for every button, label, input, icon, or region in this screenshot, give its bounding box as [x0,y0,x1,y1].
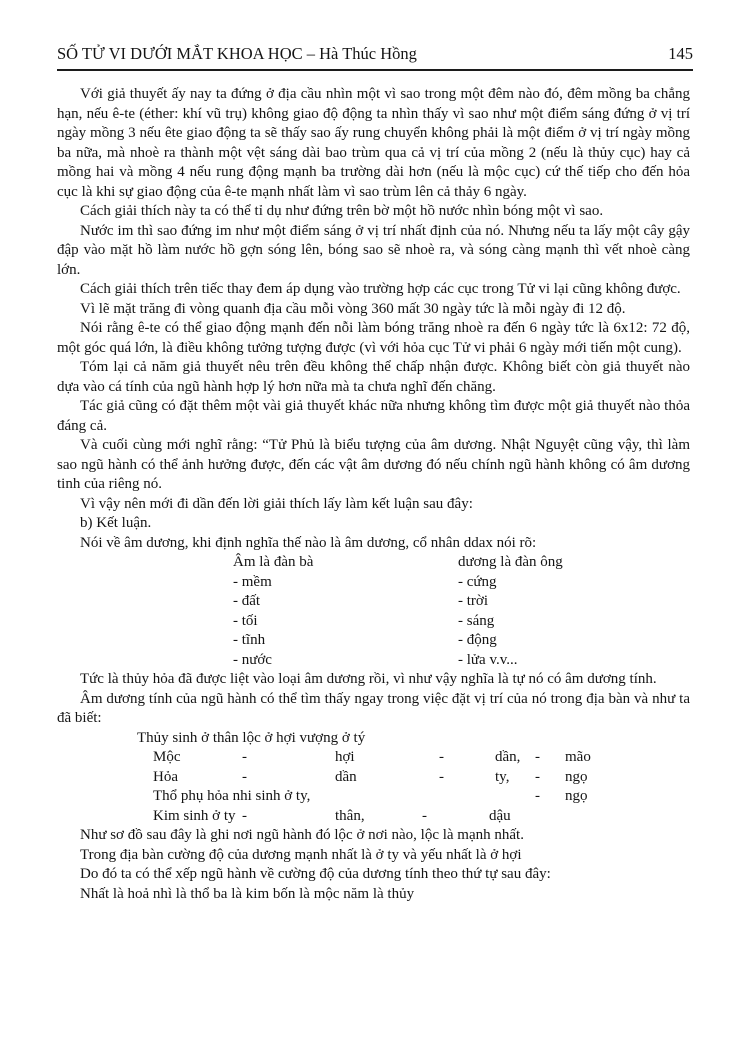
paragraph: Nói về âm dương, khi định nghĩa thế nào là âm dương, cổ nhân ddax nói rõ: [80,534,537,551]
paragraph: Tác giả cũng có đặt thêm một vài giả thuyết khác nữa nhưng không tìm được một giả thuyết nào thỏa đáng cả. [57,398,690,434]
table-cell: - [535,768,540,785]
table-cell: mão [565,749,591,765]
list-item: - trời [458,593,489,609]
list-item: - cứng [458,573,497,590]
list-item: - tối [233,612,258,629]
paragraph: Nước im thì sao đứng im như một điểm sáng ở vị trí nhất định của nó. Nhưng nếu ta lấy một cây gậy đập vào mặt hồ làm nước hồ gợn sóng lên, bóng sao sẽ nhoè ra, và sóng càng mạnh thì vết nhoè càng lớn. [57,222,690,278]
paragraph: Tóm lại cả năm giả thuyết nêu trên đều không thể chấp nhận được. Không biết còn giả thuyết nào dựa vào cá tính của ngũ hành hợp lý hơn nữa mà ta chưa nghĩ đến chăng. [57,359,690,395]
list-item: - nước [233,651,272,668]
paragraph: Với giả thuyết ấy nay ta đứng ở địa cầu nhìn một vì sao trong một đêm nào đó, đêm mồng ba chẳng hạn, nếu ê-te (éther: khí vũ trụ) không giao độ động ta nhìn thấy vì sao như một điểm sáng đứng ở vị trí ngày mồng 3 nếu ête giao động ta sẽ thấy sao ấy rung chuyển không phải là một điểm ở vị trí ngày mồng ba nữa, mà nhoè ra thành một vệt sáng dài bao trùm qua cả vị trí của mồng 2 (nếu là thủy cục) hay cả mồng hai và mồng 4 nếu rung động mạnh ba trường dài hơn (nếu là mộc cục) cứ thế tiếp cho đến hỏa cục là khi sự giao động của ê-te mạnh nhất làm vì sao trùm lên cả thảy 6 ngày. [57,86,690,200]
paragraph: Nói rằng ê-te có thể giao động mạnh đến nỗi làm bóng trăng nhoè ra đến 6 ngày tức là 6x12: 72 độ, một góc quá lớn, là điều không tưởng tượng được (vì với hỏa cục Tử vi phải 6 ngày mới tiến một cung). [57,320,690,356]
list-item: - tĩnh [233,632,266,648]
paragraph: Vì vậy nên mới đi dần đến lời giải thích lấy làm kết luận sau đây: [80,495,473,512]
paragraph: Âm dương tính của ngũ hành có thể tìm thấy ngay trong việc đặt vị trí của nó trong địa bàn và như ta đã biết: [57,690,690,726]
paragraph: Vì lẽ mặt trăng đi vòng quanh địa cầu mỗi vòng 360 mất 30 ngày tức là mỗi ngày đi 12 độ. [80,300,626,317]
amduong-right-column [458,553,690,670]
paragraph: Tức là thủy hỏa đã được liệt vào loại âm dương rồi, vì như vậy nghĩa là tự nó có âm dương tính. [80,671,657,687]
nguhanh-row-hoa [57,768,690,788]
list-item: - động [458,632,497,648]
page-body [57,85,690,904]
table-cell: dần, [495,749,521,765]
paragraph: Như sơ đồ sau đây là ghi nơi ngũ hành đó lộc ở nơi nào, lộc là mạnh nhất. [80,827,524,843]
list-item: - mềm [233,573,272,590]
list-item: Âm là đàn bà [233,554,314,570]
table-cell: - [242,807,247,824]
table-cell: - [439,749,444,765]
table-cell: Mộc [153,749,181,765]
table-cell: - [422,807,427,824]
table-cell: - [242,768,247,785]
table-cell: dậu [489,807,511,824]
table-cell: - [242,749,247,765]
page-header-title: SỐ TỬ VI DƯỚI MẮT KHOA HỌC – Hà Thúc Hồng [57,44,417,63]
amduong-two-column-list [57,553,690,670]
table-cell: Kim sinh ở ty [153,807,236,824]
table-cell: - [439,768,444,785]
table-cell: ngọ [565,788,588,804]
thuy-sinh-line: Thủy sinh ở thân lộc ở hợi vượng ở tý [137,729,366,746]
amduong-left-column [233,553,458,670]
list-item: dương là đàn ông [458,554,563,570]
table-cell: ty, [495,768,510,785]
table-cell: thân, [335,807,365,824]
page-header [57,44,693,71]
table-cell: hợi [335,749,355,765]
paragraph: Và cuối cùng mới nghĩ rằng: “Tử Phủ là biểu tượng của âm dương. Nhật Nguyệt cũng vậy, thì làm sao ngũ hành có thể ảnh hưởng được, đến các vật âm dương đó nếu chính ngũ hành không có âm dương tinh của riêng nó. [57,437,690,492]
page-number: 145 [668,44,693,63]
paragraph: Do đó ta có thể xếp ngũ hành về cường độ của dương tính theo thứ tự sau đây: [80,866,551,882]
paragraph: Nhất là hoả nhì là thổ ba là kim bốn là mộc năm là thủy [80,885,415,902]
paragraph: Cách giải thích trên tiếc thay đem áp dụng vào trường hợp các cục trong Tử vi lại cũng không được. [80,281,681,297]
table-cell: Hỏa [153,768,178,785]
header-rule [57,69,693,71]
table-cell: - [535,788,540,804]
table-cell: ngọ [565,768,588,785]
table-cell: - [535,749,540,765]
paragraph: Trong địa bàn cường độ của dương mạnh nhất là ở ty và yếu nhất là ở hợi [80,846,522,863]
nguhanh-row-moc [57,748,690,768]
list-item: - đất [233,593,261,609]
nguhanh-row-kim [57,807,690,827]
list-item: - lửa v.v... [458,651,518,668]
nguhanh-row-tho [57,787,690,807]
table-cell: Thổ phụ hỏa nhi sinh ở ty, [153,788,311,804]
paragraph: Cách giải thích này ta có thể tỉ dụ như đứng trên bờ một hồ nước nhìn bóng một vì sao. [80,203,604,219]
conclusion-heading: b) Kết luận. [80,515,152,531]
list-item: - sáng [458,612,495,629]
table-cell: dần [335,768,357,785]
